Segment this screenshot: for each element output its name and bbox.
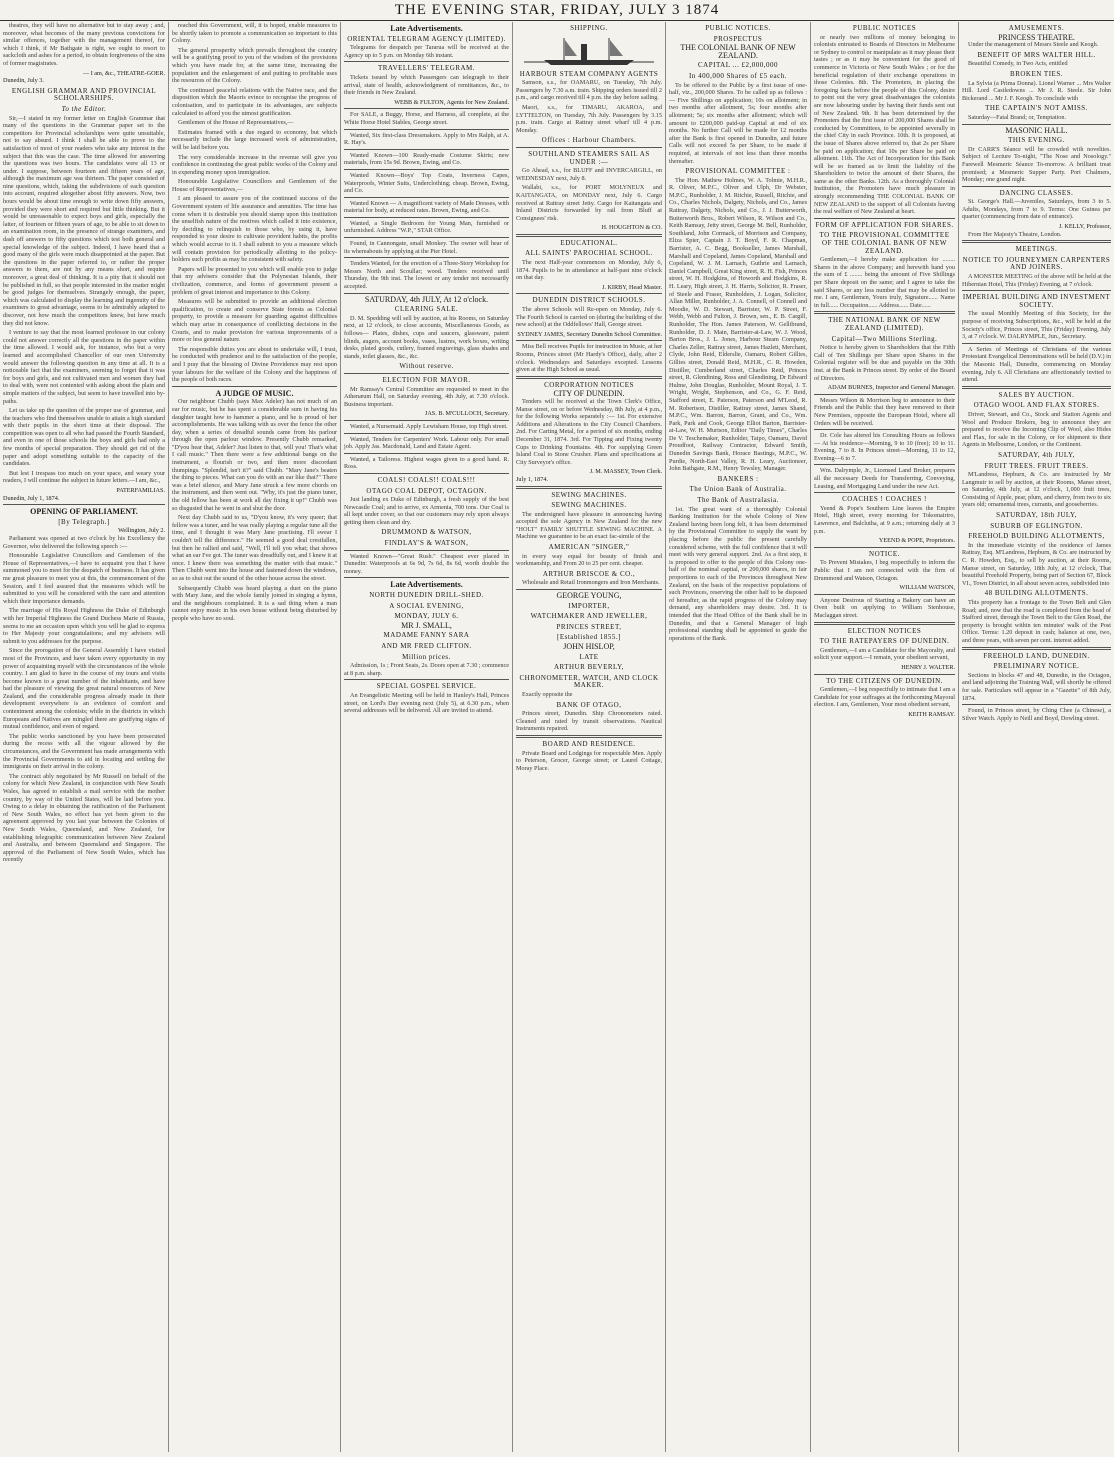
ad-title: SUBURB OF EGLINGTON. — [990, 521, 1083, 530]
ad-title: AND MR FRED CLIFTON. — [381, 642, 472, 650]
ad-title: MR J. SMALL, — [401, 620, 452, 630]
section-heading: SEWING MACHINES. — [551, 490, 627, 499]
ad-title: OTAGO WOOL AND FLAX STORES. — [973, 401, 1100, 410]
ad-title: AMERICAN "SINGER," — [548, 543, 630, 552]
ad-title: THE COLONIAL BANK OF NEW ZEALAND. — [680, 43, 796, 60]
ad-text: LATE — [579, 652, 599, 661]
dateline: Wellington, July 2. — [118, 527, 165, 535]
column-3: Late Advertisements. ORIENTAL TELEGRAM AGENCY (LIMITED). Telegrams for despatch per Tararua will be received at the Agency up to 5 p.m. on Monday 6th instant. TRAVELLERS' TELEGRAM. Tickets issued by which Passengers can telegraph to their arrival, state of health, acknowledgment of remittances, &c., to their friends in New Zealand. WEBB & FULTON, Agents for New Zealand. For SALE, a Buggy, Horse, and Harness, all complete, at the White Horse Hotel Stables, George street. Wanted, Six first-class Dressmakers. Apply to Mrs Ralph, at A. R. Hay's. Wanted Known—100 Ready-made Costume Skirts; new materials, from 15s 9d. Brown, Ewing, and Co. Wanted Known—Boys' Top Coats, Inverness Capes, Waterproofs, Winter Suits, Underclothing; cheap. Brown, Ewing, and Co. Wanted Known — A magnificent variety of Made Dresses, with material for body, at reduced rates. Brown, Ewing, and Co. Wanted, a Single Bedroom for Young Man, furnished or unfurnished. Address "W.P.," STAR Office. Found, in Cannongate, small Monkey. The owner will hear of its whereabouts by applying at the Pier Hotel. Tenders Wanted, for the erection of a Three-Story Workshop for Messrs North and Scoullar; wood. Tenders received until Thursday, the 9th inst. The lowest or any tender not necessarily accepted. SATURDAY, 4th JULY, At 12 o'clock. CLEARING SALE. D. M. Spedding will sell by auction, at his Rooms, on Saturday next, at 12 o'clock, to close accounts, Miscellaneous Goods, as follows— Plates, dishes, cups and saucers, glassware, patent blinds, augers, account books, vases, lustres, work boxes, writing desks, plated goods, cutlery, framed engravings, glass shades and stands, toilet glasses, &c., &c. Without reserve. ELECTION FOR MAYOR. Mr Ramsay's Central Committee are requested to meet in the Athenæum Hall, on Saturday evening, 4th July, at 7.30 o'clock. Business important. JAS. B. M'CULLOCH, Secretary. Wanted, a Nursemaid. Apply Lewisham House, top High street. Wanted, Tenders for Carpenters' Work. Labour only. For small job. Apply Jas. Macdonald, Land and Estate Agent. Wanted, a Tailoress. Highest wages given to a good hand. R. Ross. COALS! COALS!! COALS!!! OTAGO COAL DEPOT, OCTAGON. Just landing ex Duke of Edinburgh, a fresh supply of the best Newcastle Coal; and to arrive, ex Armenia, 700 tons. Our Coal is all kept under cover, so that our customers may rely upon always getting them clean and dry. DRUMMOND & WATSON, FINDLAY'S & WATSON, Wanted Known—"Great Rush." Cheapest ever placed in Dunedin: Waterproofs at 6s 9d, 7s 6d, 8s 6d, worth double the money. Late Advertisements. NORTH DUNEDIN DRILL-SHED. A SOCIAL EVENING, MONDAY, JULY 6. MR J. SMALL, MADAME FANNY SARA AND MR FRED CLIFTON. Million prices. Admission, 1s ; Front Seats, 2s. Doors open at 7.30 ; commence at 8 p.m. sharp. SPECIAL GOSPEL SERVICE. An Evangelistic Meeting will be held in Hanley's Hall, Princes street, on Lord's Day evening next (July 5), at 6.30 p.m., when several addresses will be delivered. All are invited to attend. — [340, 22, 512, 1452]
masthead-title: THE EVENING STAR, FRIDAY, JULY 3 1874 — [0, 0, 1114, 21]
column-5: PUBLIC NOTICES. PROSPECTUS THE COLONIAL BANK OF NEW ZEALAND. CAPITAL ... £2,000,000 In 400,000 Shares of £5 each. To be offered to the Public by a first issue of one-half, viz., 200,000 Shares. To be called up as follows :— Five Shillings on application; 10s on allotment; in two months after allotment, 5s; four months after allotment; 5s; six months after allotment; which will amount to £200,000 paid-up Capital at end of six months. No further Call will be made for 12 months after the Bank is first opened in Dunedin, and future Calls will not exceed 5s per Share, to be made if required, at intervals of not less than three months thereafter. PROVISIONAL COMMITTEE : The Hon. Mathew Holmes, W. A. Tolmie, M.H.R., R. Oliver, M.P.C., Oliver and Ulph, Dr Webster, M.P.C., Runholder, J. M. Ritchie, Russell, Ritchie, and Co., Charles Nichols, Dalgety, Nichols, and Co., James Rattray, Dalgety, Nichols, and Co., J. J. Butterworth, Butterworth Bros., Robert Wilson, R. Wilson and Co., Keith Ramsay, Jetty street, George M. Bell, Runholder, Southland, John Cormack, of Morrison and Company, Eliza Spier, Captain J. T. Boyd, F. R. Chapman, Barrister, A. C. Begg, Bookseller, James Marshall, Marshall and Copeland, James Copeland, Marshall and Copeland, W. J. M. Larnach, Guthrie and Larnach, Daniel Campbell, Great King street, R. H. Fish, Princes street, W. H. Hodgkins, of Howorth and Hodgkins, R. H. Leary, High street, J. H. Harris, Solicitor, R. Fraser, of Steele and Fraser, Runholders, J. Logan, Solicitor, Allan Miller, Runholder, J. A. Connell, of Connell and Moodie, W. D. Stewart, Barrister, W. P. Street, F. Webb, Webb and Fulton, J. Brown, sen., E. B. Cargill, Runholder, The Hon. James Paterson, W. Gellibrand, Runholder, D. J. Main, Barrister-at-Law, W. J. Wood, Barton Bros., J. L. Jones, Harbour Steam Company, Charles Zeller, Rattray street, James Hazlett, Merchant, Clyde, John Reid, Elderslie, Oamaru, Robert Gillies, Gillies street, Donald Reid, M.H.R., C. R. Howden, Distiller, Cumberland street, Charles Reid, Princes street, R. Glendining, Ross and Glendining, Dr Edward Hulme, John Douglas, Runholder, Mount Royal, J. T. Wright, Wright, Stephenson, and Co., G. F. Reid, Stafford street, E. Paterson, Paterson and M'Leod, R. M. Robertson, Distiller, Rattray street, James Shand, M.P.C., Wm. Barron, Barron, Grant, and Co., Wm. Park, Park and Cook, George Elliot Barton, Barrister-at-Law, W. H. Murison, Editor "Daily Times", Charles De V. Teschemaker, Runholder, Taipo, Oamaru, David Proudfoot, Railway Contractor, Edward Smith, Dunedin Savings Bank, Horace Bastings, M.P.C., W. Purdie, North-East Valley, R. H. Leary, Auctioneer, John Bathgate, R.M., Henry Tewsley, Manager. BANKERS : The Union Bank of Australia. The Bank of Australasia. 1st. The great want of a thoroughly Colonial Banking Institution for the whole Colony of New Zealand having been long felt, it has been determined by the Provisional Committee to supply the want by placing before the public the present carefully considered scheme, with the full confidence that it will meet with very general support. 2nd. As a first step, it is proposed to offer to the people of this Colony one-half of the nominal capital, or 200,000 shares, in fair proportions to each of the Provinces throughout New Zealand, on the basis of the respective populations of such Provinces, reserving the other half to be disposed of hereafter, as the rapid progress of the Colony may demand, any shareholders may desire. 3rd. It is intended that the Head Office of the Bank shall be in Dunedin, and that a General Manager of high professional standing shall be appointed to guide the operations of the Bank. — [665, 22, 810, 1452]
column-1: theatres, they will have no alternative but to stay away ; and, moreover, what becomes of the many previous convictions for similar offences, together with the management thereof, for which I think, if Mr Bathgate is right, we ought to resort to sackcloth and ashes for a period, to obtain forgiveness of the sins of former magistrates. — I am, &c., THEATRE-GOER. Dunedin, July 3. ENGLISH GRAMMAR AND PROVINCIAL SCHOLARSHIPS. To the Editor. Sir,—I stated in my former letter on English Grammar that many of the questions in the Grammar paper set to the competitors for Provincial scholarships were quite unsuitable, not to say absurd. I think I shall be able to prove to the satisfaction of most of your readers who take any interest in the subject that this was the case. The time allowed for answering the questions was two hours. The candidates were all 13 or under. I suppose, between fourteen and fifteen years of age, although the maximum age was thirteen. The paper consisted of nine questions, which, taking the subdivisions of each question into account, required altogether about fifty answers. Now, two hours would be about time enough to write down fifty answers, provided they were short and required but little thinking. But it would be unreasonable to expect boys and girls, especially the latter, of fourteen or fifteen years of age, to be able to sit down to an examination room, in the presence of strange examiners, and dash off answers to fifty questions which test both general and special knowledge of the subject. Indeed, I have heard that a good many of the girls were much disappointed at the paper. But the questions in the paper referred to, or rather the proper answers to them, are not by any means short, and require moreover, a great deal of thinking. It is a pity that it should not be published in full, so that people interested in the matter might be good judges for themselves. Strangely enough, the paper, which was calculated to display the learning and ingenuity of the examiners to great advantage, seems to be admirably adapted to discover, not how much the competitors knew, but how much they did not know. I venture to say that the most learned professor in our colony could not answer correctly all the questions in the paper within the time allowed. I would ask, for instance, who but a very learned and accomplished Chancellor of our own University would answer the following question in any time at all. It is a noticeable fact that the examiners, seeming to forget that it was for boys and girls, and not cultivated men and women they had to deal with, were not contented with asking about the plain and simple matters of the subject, but seem to have travelled into by-paths. Let us take up the question of the proper use of grammar, and the teachers who find themselves unable to attain a high standard with their pupils in the short time at their disposal. The competition was open to all who had passed the Fourth Standard, and even in one of those schools the boys and girls had only a few months of special preparation. They should get rid of the paper and adopt something suitable to the capacity of the candidates. But lest I trespass too much on your space, and weary your readers, I will continue the subject in future letters.—I am, &c., PATERFAMILIAS. Dunedin, July 1, 1874. OPENING OF PARLIAMENT. [By Telegraph.] Wellington, July 2. Parliament was opened at two o'clock by his Excellency the Governor, who delivered the following speech :— Honourable Legislative Councillors and Gentlemen of the House of Representatives,—I have to acquaint you that I have summoned you to meet for the despatch of business. It has given me great pleasure to meet you at this, the commencement of the Session, and I feel assured that the measures which will be submitted to you will be considered with the care and attention which their importance demands. The marriage of His Royal Highness the Duke of Edinburgh with her Imperial Highness the Grand Duchess Marie of Russia, seems to me an occasion upon which you will be glad to express to Her Majesty your congratulations; and my advisers will submit to you addresses for the purpose. Since the prorogation of the General Assembly I have visited most of the Provinces, and have taken every opportunity in my power of acquainting myself with the circumstances of the whole country. I am glad to have in the course of my tours and visits become known to a great number of the inhabitants, and have had the pleasure of viewing the great natural resources of New Zealand, and the considerable progress already made in their development everywhere is an evidence of comfort and contentment among the colonists; while in the districts in which Europeans and Natives are mingled there are gratifying signs of mutual confidence, and even of regard. The public works sanctioned by you have been prosecuted during the recess with all the vigour allowed by the circumstances, and the Government has made arrangements with the Provincial Governments to aid in locating and settling the immigrants on their arrival in the colony. The contract ably negotiated by Mr Russell on behalf of the colony for which New Zealand, in conjunction with New South Wales, has agreed to establish a mail service with the mother country, by way of the United States, will be laid before you. Owing to a delay in obtaining the ratification of the Parliament of New South Wales, no effect has yet been given to the agreement approved by you last year between the Colonies of New South Wales, Queensland, and New Zealand, for establishing telegraphic communication between New Zealand and Australia, and between Queensland and Singapore. The approval of the Parliament of New South Wales, which has recently — [3, 22, 165, 864]
ad-title: ELECTION FOR MAYOR. — [382, 375, 471, 384]
section-heading: SALES BY AUCTION. — [998, 390, 1075, 399]
ad-signature: YEEND & POPE, Proprietors. — [878, 537, 955, 545]
ad-text: Offices : Harbour Chambers. — [541, 136, 637, 145]
ad-title: TO THE RATEPAYERS OF DUNEDIN. — [819, 637, 950, 646]
ad-title: PROVISIONAL COMMITTEE : — [685, 167, 791, 176]
ad-title: ARTHUR BEVERLY, — [553, 663, 625, 672]
dateline: Dunedin, July 3. — [3, 77, 44, 85]
ad-title: THIS EVENING. — [1008, 136, 1065, 145]
ad-signature: SYDNEY JAMES, Secretary Dunedin School Committee. — [517, 330, 662, 338]
ad-title: BANK OF OTAGO, — [556, 700, 622, 709]
column-2: reached this Government, will, it is hoped, enable measures to be shortly taken to promote a communication so important to this Colony. The general prosperity which prevails throughout the country will be a gratifying proof to you of the wisdom of the provisions which you have made for, at the same time, increasing the population and the enlargement of and putting to profitable uses the resources of the Colony. The continued peaceful relations with the Native race, and the disposition which the Maoris evince to recognise the progress of colonisation, and to participate in its advantages, are subjects calculated to afford you the utmost gratification. Gentlemen of the House of Representatives,— Estimates framed with a due regard to economy, but which necessarily include the large increased work of administration, will be laid before you. The very considerable increase in the revenue will give you confidence in continuing the great public works of the Colony and in expending money upon immigration. Honourable Legislative Councillors and Gentlemen of the House of Representatives,— I am pleased to assure you of the continued success of the Government system of life assurance and annuities. The time has come when it is desirable you should stamp upon this institution the unselfish nature of the motives which called it into existence, by deciding to relinquish to those who, by using it, have responded to your desire to cultivate provident habits, the profits which would accrue to it. I shall submit to you a measure which will contain provision for periodically allotting to the policy-holders such profits as may be consistent with safety. Papers will be presented to you which will enable you to judge that my advisers consider that the Polynesian Islands, their civilization, commerce, and forms of government present a problem of great interest and importance to this Colony. Measures will be submitted to provide an additional election qualification, to create and conserve State forests as Colonial property, to provide a measure for guarding against difficulties which may arise in consequence of conflicting decisions in the Courts, and to make provision for various improvements of a more or less general nature. The responsible duties you are about to undertake will, I trust, be conducted with prudence and to the satisfaction of the people, and I pray that the blessing of Divine Providence may rest upon your labours for the welfare of the Colony and the happiness of the people of both races. A JUDGE OF MUSIC. Our neighbour Chubb (says Max Adeler) has not much of an ear for music, but he has spent a considerable sum in having his daughter taught how to hammer a piano, and he is proud of her accomplishments. He was talking with us over the fence the other day, when a series of dreadful sounds came from his parlour through the open parlour window. Presently Chubb remarked, "D'you hear that, Adeler? Just listen to that, will you! That's what I call music." Then there were a few additional bangs on the instrument, a flourish or two, and then more discordant thumpings. "Splendid, isn't it?" said Chubb. "Mary Jane's beaten the thing to pieces. What can you do with an ear like that?" There was a brief silence, and Mary Jane struck a few more chords on the instrument, and then went out. "Why, it's just the piano tuner, the old fellow has been at work all day fixing it up!" Chubb was so disgusted that he went in and shut the door. Next day Chubb said to us, "D'you know, it's very queer; that fellow was a tuner, and he was really playing a regular tune all the time, and I thought it was Mary Jane practising. I'll swear I couldn't tell the difference." He seemed a good deal crestfallen, but then he rallied and said, "Well, I'll tell you what; that shows what an ear I've got. The tuner was dreadfully out, and I knew it at once. I knew there was something the matter with that music." Then Chubb went into the house and fastened down the windows, so as to shut out the sound of the other house across the street. Subsequently Chubb was heard playing a duet on the piano with Mary Jane, and the whole family joined in singing a hymn, and the neighbours complained. It is a sad thing when a man cannot enjoy music in his own house without being disturbed by people who have no soul. — [168, 22, 340, 1452]
ad-title: PROSPECTUS — [713, 34, 763, 43]
section-heading: MEETINGS. — [1015, 245, 1058, 254]
ad-title: HARBOUR STEAM COMPANY AGENTS — [519, 69, 659, 78]
ad-title: FREEHOLD LAND, DUNEDIN. — [983, 651, 1090, 660]
ad-title: BROKEN TIES. — [1010, 69, 1063, 78]
ad-title: DUNEDIN DISTRICT SCHOOLS. — [532, 296, 646, 305]
section-heading: Late Advertisements. — [390, 24, 463, 33]
ad-title: WATCHMAKER AND JEWELLER, — [530, 612, 648, 621]
ad-title: CHRONOMETER, WATCH, AND CLOCK MAKER. — [519, 673, 659, 690]
ad-title: IMPERIAL BUILDING AND INVESTMENT SOCIETY. — [962, 293, 1111, 309]
ad-signature: J. KIRBY, Head Master. — [601, 283, 662, 291]
signature: — I am, &c., THEATRE-GOER. — [82, 69, 165, 77]
ad-signature: J. KELLY, Professor, — [1058, 223, 1111, 231]
ad-signature: WILLIAM WATSON, — [899, 584, 955, 592]
ad-title: FREEHOLD BUILDING ALLOTMENTS, — [968, 532, 1105, 541]
ad-title: MASONIC HALL. — [1005, 125, 1068, 135]
ad-title: SATURDAY, 18th JULY, — [996, 511, 1077, 520]
ad-title: THE NATIONAL BANK OF NEW ZEALAND (LIMITED). — [828, 316, 941, 332]
article-heading: ENGLISH GRAMMAR AND PROVINCIAL SCHOLARSHIPS. — [11, 86, 157, 103]
ad-title: TO THE CITIZENS OF DUNEDIN. — [826, 676, 943, 685]
sale-date: SATURDAY, 4th JULY, At 12 o'clock. — [364, 294, 489, 304]
ad-title: OTAGO COAL DEPOT, OCTAGON. — [366, 486, 487, 495]
ad-signature: JAS. B. M'CULLOCH, Secretary. — [424, 410, 509, 418]
ad-title: JOHN HISLOP, — [563, 642, 615, 651]
dateline: Dunedin, July 1, 1874. — [3, 494, 60, 502]
ad-signature: J. M. MASSEY, Town Clerk. — [589, 468, 662, 476]
section-heading: Late Advertisements. — [390, 580, 463, 590]
ad-signature: HENRY J. WALTER. — [901, 663, 955, 671]
ad-title: THE CAPTAIN'S NOT AMISS. — [985, 104, 1088, 113]
ad-title: A SOCIAL EVENING, — [389, 601, 464, 610]
column-6: PUBLIC NOTICES or nearly two millions of money belonging to colonists entrusted to Boards of Directors in Melbourne or Sydney to control or manipulate as it may please their tastes ; or as it may be convenient for the good of commerce in Victoria or New South Wales ; or for the beneficial regulation of their exchange operations in those Colonies. 8th. The Promoters, in placing the foregoing facts before the people of this Colony, desire to point out the very great disadvantages the colonists are now labouring under by having their funds sent out of New Zealand. 9th. It has been determined by the Promoters that the first issue of 200,000 Shares shall be conducted by Committees, to be appointed severally in the chief City in each Province. 10th. It is proposed, at the issue of Shares above referred to, that 2s per Share be paid on application; that 10s per Share be paid on allotment. 11th. The Act of Incorporation for this Bank will be so framed as to limit the liability of the Shareholders to twice the amount of their Shares, the same as the other Banks. 12th. As a thoroughly Colonial Institution, the Promoters have much pleasure in strongly recommending THE COLONIAL BANK OF NEW ZEALAND to the support of all Colonists having the real welfare of New Zealand at heart. FORM OF APPLICATION FOR SHARES. TO THE PROVISIONAL COMMITTEE OF THE COLONIAL BANK OF NEW ZEALAND. Gentlemen,—I hereby make application for ........ Shares in the above Company; and herewith hand you the sum of £ ........ being the amount of Five Shillings per Share deposit on the same; and I agree to take the said Shares, or any less number that may be allotted to me. I am, Gentlemen, Yours truly, Signature...... Name in full...... Occupation...... Address...... Date...... THE NATIONAL BANK OF NEW ZEALAND (LIMITED). Capital—Two Millions Sterling. Notice is hereby given to Shareholders that the Fifth Call of Ten Shillings per Share upon Shares in the Colonial register will be due and payable on the 30th inst. at the Bank in Princes street. By order of the Board of Directors. ADAM BURNES, Inspector and General Manager. Messrs Wilson & Morrison beg to announce to their Friends and the Public that they have removed to their New Premises, opposite the European Hotel, where all Orders will be received. Dr. Cole has altered his Consulting Hours as follows— At his residence—Morning, 9 to 10 (free); 10 to 11. Evening, 7 to 8. In Princes street—Morning, 11 to 12, Evening—6 to 7. Wm. Dalrymple, Jr., Licensed Land Broker, prepares all the necessary Deeds for Transferring, Conveying, Leasing, and Mortgaging Land under the new Act. COACHES ! COACHES ! Yeend & Pope's Southern Line leaves the Empire Hotel, High street, every morning for Tokomairiro, Lawrence, and Balclutha, at 9 a.m.; returning daily at 3 p.m. YEEND & POPE, Proprietors. NOTICE. To Prevent Mistakes, I beg respectfully to inform the Public that I am not connected with the firm of Drummond and Watson, Octagon. WILLIAM WATSON, Anyone Desirous of Starting a Bakery can have an Oven built on applying to William Stenhouse, Maclaggan street. ELECTION NOTICES TO THE RATEPAYERS OF DUNEDIN. Gentlemen,—I am a Candidate for the Mayoralty, and solicit your support.—I remain, your obedient servant, HENRY J. WALTER. TO THE CITIZENS OF DUNEDIN. Gentlemen,—I beg respectfully to intimate that I am a Candidate for your suffrages at the forthcoming Mayoral election. I am, Gentlemen, Your most obedient servant, KEITH RAMSAY. — [810, 22, 958, 1452]
section-heading: SHIPPING. — [570, 24, 608, 32]
ad-title: PRINCES STREET, — [556, 622, 622, 631]
ad-signature: ADAM BURNES, Inspector and General Manager. — [827, 384, 955, 392]
ad-signature: KEITH RAMSAY. — [908, 710, 955, 718]
ad-text: Million prices. — [402, 652, 451, 661]
section-heading: ELECTION NOTICES — [847, 626, 922, 635]
section-heading: BOARD AND RESIDENCE. — [542, 739, 636, 748]
ad-text: The Bank of Australasia. — [697, 496, 779, 505]
section-heading: PUBLIC NOTICES. — [705, 24, 771, 32]
ad-title: NOTICE TO JOURNEYMEN CARPENTERS AND JOINERS. — [962, 255, 1111, 272]
ad-title: PRELIMINARY NOTICE. — [993, 662, 1080, 671]
ad-title: TRAVELLERS' TELEGRAM. — [377, 64, 476, 73]
section-heading: CORPORATION NOTICES — [544, 380, 634, 389]
ad-title: DANCING CLASSES. — [999, 188, 1074, 197]
ad-title: FINDLAY'S & WATSON, — [384, 539, 469, 548]
ad-title: COALS! COALS!! COALS!!! — [377, 475, 476, 484]
section-heading: PUBLIC NOTICES — [852, 24, 917, 32]
ad-title: GEORGE YOUNG, — [556, 591, 622, 601]
ad-title: BANKERS : — [717, 474, 759, 483]
ad-title: 48 BUILDING ALLOTMENTS. — [984, 589, 1089, 598]
article-heading: A JUDGE OF MUSIC. — [215, 388, 294, 398]
ad-signature: WEBB & FULTON, Agents for New Zealand. — [394, 98, 509, 106]
column-4: SHIPPING. HARBOUR STEAM COMPANY AGENTS Samson, s.s., for OAMARU, on Tuesday, 7th July. Passengers by 7.30 a.m. train. Shipping orders issued till 2 p.m., and cargo received till 4 p.m. the day before sailing. Maori, s.s., for TIMARU, AKAROA, and LYTTELTON, on Tuesday, 7th July. Passengers by 3.15 p.m. train. Cargo at Rattray street wharf till 4 p.m. Monday. Offices : Harbour Chambers. SOUTHLAND STEAMERS SAIL AS UNDER :— Go Ahead, s.s., for BLUFF and INVERCARGILL, on WEDNESDAY next, July 8. Wallabi, s.s., for PORT MOLYNEUX and KAITANGATA, on MONDAY next, July 6. Cargo received at Rattray street Jetty. Cargo for Kaitangata and Inland Districts forwarded by rail from Bluff at Consignees' risk. H. HOUGHTON & CO. EDUCATIONAL. ALL SAINTS' PAROCHIAL SCHOOL. The next Half-year commences on Monday, July 6, 1874. Pupils to be in attendance at half-past nine o'clock on that day. J. KIRBY, Head Master. DUNEDIN DISTRICT SCHOOLS. The above Schools will Re-open on Monday, July 6. The Fourth School is carried on (during the building of the new school) at the Oddfellows' Hall, George street. SYDNEY JAMES, Secretary Dunedin School Committee. Miss Bell receives Pupils for instruction in Music, at her Rooms, Princes street (Mr Hardy's Office), daily, after 2 o'clock. Wednesdays and Saturdays excepted. Lessons given at the High School as usual. CORPORATION NOTICES CITY OF DUNEDIN. Tenders will be received at the Town Clerk's Office, Manse street, on or before Wednesday, 8th July, at 4 p.m., for the following Works separately :— 1st. For extensive Additions and Alterations to the City Council Chambers. 2nd. For Carting Metal, for a period of six months, ending December 31, 1874. 3rd. For Tipping and Fixing twenty Cups to Drinking Fountains. 4th. For supplying Green Island Coal to Stone Crusher. Plans and specifications at City Surveyor's office. J. M. MASSEY, Town Clerk. July 1, 1874. SEWING MACHINES. SEWING MACHINES. The undersigned have pleasure in announcing having accepted the sole Agency in New Zealand for the new "HOLT" FAMILY SHUTTLE SEWING MACHINE. A Machine we guarantee to be an exact fac-simile of the AMERICAN "SINGER," in every way equal for beauty of finish and workmanship, and From 20 to 25 per cent. cheaper. ARTHUR BRISCOE & CO., Wholesale and Retail Ironmongers and Iron Merchants. GEORGE YOUNG, IMPORTER, WATCHMAKER AND JEWELLER, PRINCES STREET, [Established 1855.] JOHN HISLOP, LATE ARTHUR BEVERLY, CHRONOMETER, WATCH, AND CLOCK MAKER. Exactly opposite the BANK OF OTAGO, Princes street, Dunedin. Ship Chronometers rated. Cleaned and rated by transit observations. Nautical Instruments repaired. BOARD AND RESIDENCE. Private Board and Lodgings for respectable Men. Apply to Peterson, Grocer, George street; or Laurel Cottage, Moray Place. — [512, 22, 665, 1452]
ad-title: CITY OF DUNEDIN. — [553, 389, 625, 399]
ad-text: The Union Bank of Australia. — [689, 485, 787, 494]
signature: PATERFAMILIAS. — [116, 487, 165, 495]
byline: [By Telegraph.] — [58, 517, 110, 526]
ad-title: MADAME FANNY SARA — [383, 631, 470, 640]
ad-title: DRUMMOND & WATSON, — [381, 528, 472, 537]
section-heading: EDUCATIONAL. — [560, 238, 618, 247]
ad-text: In 400,000 Shares of £5 each. — [689, 71, 787, 80]
sale-note: Without reserve. — [399, 362, 454, 371]
ad-title: SATURDAY, 4th JULY, — [998, 450, 1075, 459]
sale-heading: CLEARING SALE. — [394, 305, 459, 314]
ad-title: PRINCESS THEATRE. — [998, 32, 1075, 42]
dateline: July 1, 1874. — [516, 475, 548, 483]
ad-text: Capital—Two Millions Sterling. — [831, 334, 938, 343]
ad-title: SOUTHLAND STEAMERS SAIL AS UNDER :— — [528, 149, 650, 166]
ad-title: FORM OF APPLICATION FOR SHARES. — [815, 220, 954, 229]
to-editor: To the Editor. — [61, 104, 107, 113]
ad-title: COACHES ! COACHES ! — [842, 495, 927, 504]
ad-title: TO THE PROVISIONAL COMMITTEE OF THE COLONIAL BANK OF NEW ZEALAND. — [819, 231, 950, 255]
ad-title: SEWING MACHINES. — [551, 501, 627, 510]
ad-title: ARTHUR BRISCOE & CO., — [542, 569, 636, 578]
ad-title: ORIENTAL TELEGRAM AGENCY (LIMITED). — [347, 34, 506, 43]
ad-title: NORTH DUNEDIN DRILL-SHED. — [369, 591, 484, 600]
ad-title: NOTICE. — [869, 549, 900, 558]
ad-text: [Established 1855.] — [557, 633, 621, 642]
article-heading: OPENING OF PARLIAMENT. — [30, 507, 138, 517]
section-heading: AMUSEMENTS. — [1008, 24, 1065, 32]
ad-text: CAPITAL ... £2,000,000 — [698, 61, 778, 70]
ad-title: BENEFIT OF MRS WALTER HILL. — [977, 50, 1096, 59]
ad-title: FRUIT TREES. FRUIT TREES. — [984, 461, 1089, 470]
ad-title: SPECIAL GOSPEL SERVICE. — [376, 682, 477, 691]
ad-title: ALL SAINTS' PAROCHIAL SCHOOL. — [525, 249, 653, 258]
ad-title: MONDAY, JULY 6. — [394, 612, 459, 621]
column-7: AMUSEMENTS. PRINCESS THEATRE. Under the management of Messrs Steele and Keogh. BENEFIT OF MRS WALTER HILL. Beautiful Comedy, in Two Acts, entitled BROKEN TIES. La Sylvia (a Prima Donna). Lionel Warner ... Mrs Walter Hill. Lord Castledowns ... Mr J. R. Steele. Sir John Bickerand ... Mr J. F. Keogh. To conclude with THE CAPTAIN'S NOT AMISS. Saturday—Fatal Brand; or, Temptation. MASONIC HALL. THIS EVENING. Dr CARR'S Séance will be crowded with novelties. Subject of Lecture To-night, "The Nose and Nosology." Farewell Mesmeric Séance To-morrow. A brilliant treat promised; a Mesmeric Supper Party. Port Chalmers, Monday; one grand night. DANCING CLASSES. St. George's Hall.—Juveniles, Saturdays, from 3 to 5. Adults, Mondays, from 7 to 9. Terms: One Guinea per quarter (commencing from date of entrance). J. KELLY, Professor, From Her Majesty's Theatre, London. MEETINGS. NOTICE TO JOURNEYMEN CARPENTERS AND JOINERS. A MONSTER MEETING of the above will be held at the Hibernian Hotel, This (Friday) Evening, at 7 o'clock. IMPERIAL BUILDING AND INVESTMENT SOCIETY. The usual Monthly Meeting of this Society, for the purpose of receiving Subscriptions, &c., will be held at the Society's office, Princes street, This (Friday) Evening, July 3, at 7 o'clock. W. DALRYMPLE, Jun., Secretary. A Series of Meetings of Christians of the various Protestant Evangelical Denominations will be held (D.V.) in the Masonic Hall, Dunedin, commencing on Monday evening, July 6. All Christians are affectionately invited to attend. SALES BY AUCTION. OTAGO WOOL AND FLAX STORES. Driver, Stewart, and Co., Stock and Station Agents and Wool and Produce Brokers, beg to announce they are prepared to receive the Incoming Clip of Wool, also Hides and Flax, for sale in the Colony, or for shipment to their Agents in Melbourne, London, or the Continent. SATURDAY, 4th JULY, FRUIT TREES. FRUIT TREES. M'Landress, Hepburn, & Co. are instructed by Mr Langmuir to sell by auction, at their Rooms, Manse street, on Saturday, 4th July, at 12 o'clock, 1,000 fruit trees, Consisting of Apple, pear, plum, and cherry, from two to six years old; ornamental trees, currants, and gooseberries. SATURDAY, 18th JULY, SUBURB OF EGLINGTON. FREEHOLD BUILDING ALLOTMENTS, In the immediate vicinity of the residence of James Rattray, Esq. M'Landress, Hepburn, & Co. are instructed by C. R. Howden, Esq., to sell by auction, at their Rooms, Manse street, on Saturday, 18th July, at 12 o'clock, That beautiful Freehold Property, being part of Section 67, Block VI., Town District, in all about seven acres, subdivided into 48 BUILDING ALLOTMENTS. This property has a frontage to the Town Belt and Glen Road; and, now that the road is completed from the head of Stafford street, through the Town Belt to the Glen Road, the property is brought within ten minutes' walk of the Post Office. Terms: 1.20 deposit in cash; balance at one, two, and three years, with seven per cent. interest added. FREEHOLD LAND, DUNEDIN. PRELIMINARY NOTICE. Sections in blocks 47 and 48, Dunedin, in the Octagon, and land adjoining the Training Wall, will shortly be offered for sale. Particulars will appear in a "Gazette" of 8th July, 1874. Found, in Princes street, by Ching Chee (a Chinese), a Silver Watch. Apply to Neill and Boyd, Dowling street. — [958, 22, 1114, 1452]
steamship-illustration — [516, 34, 662, 68]
ad-title: IMPORTER, — [568, 601, 610, 610]
